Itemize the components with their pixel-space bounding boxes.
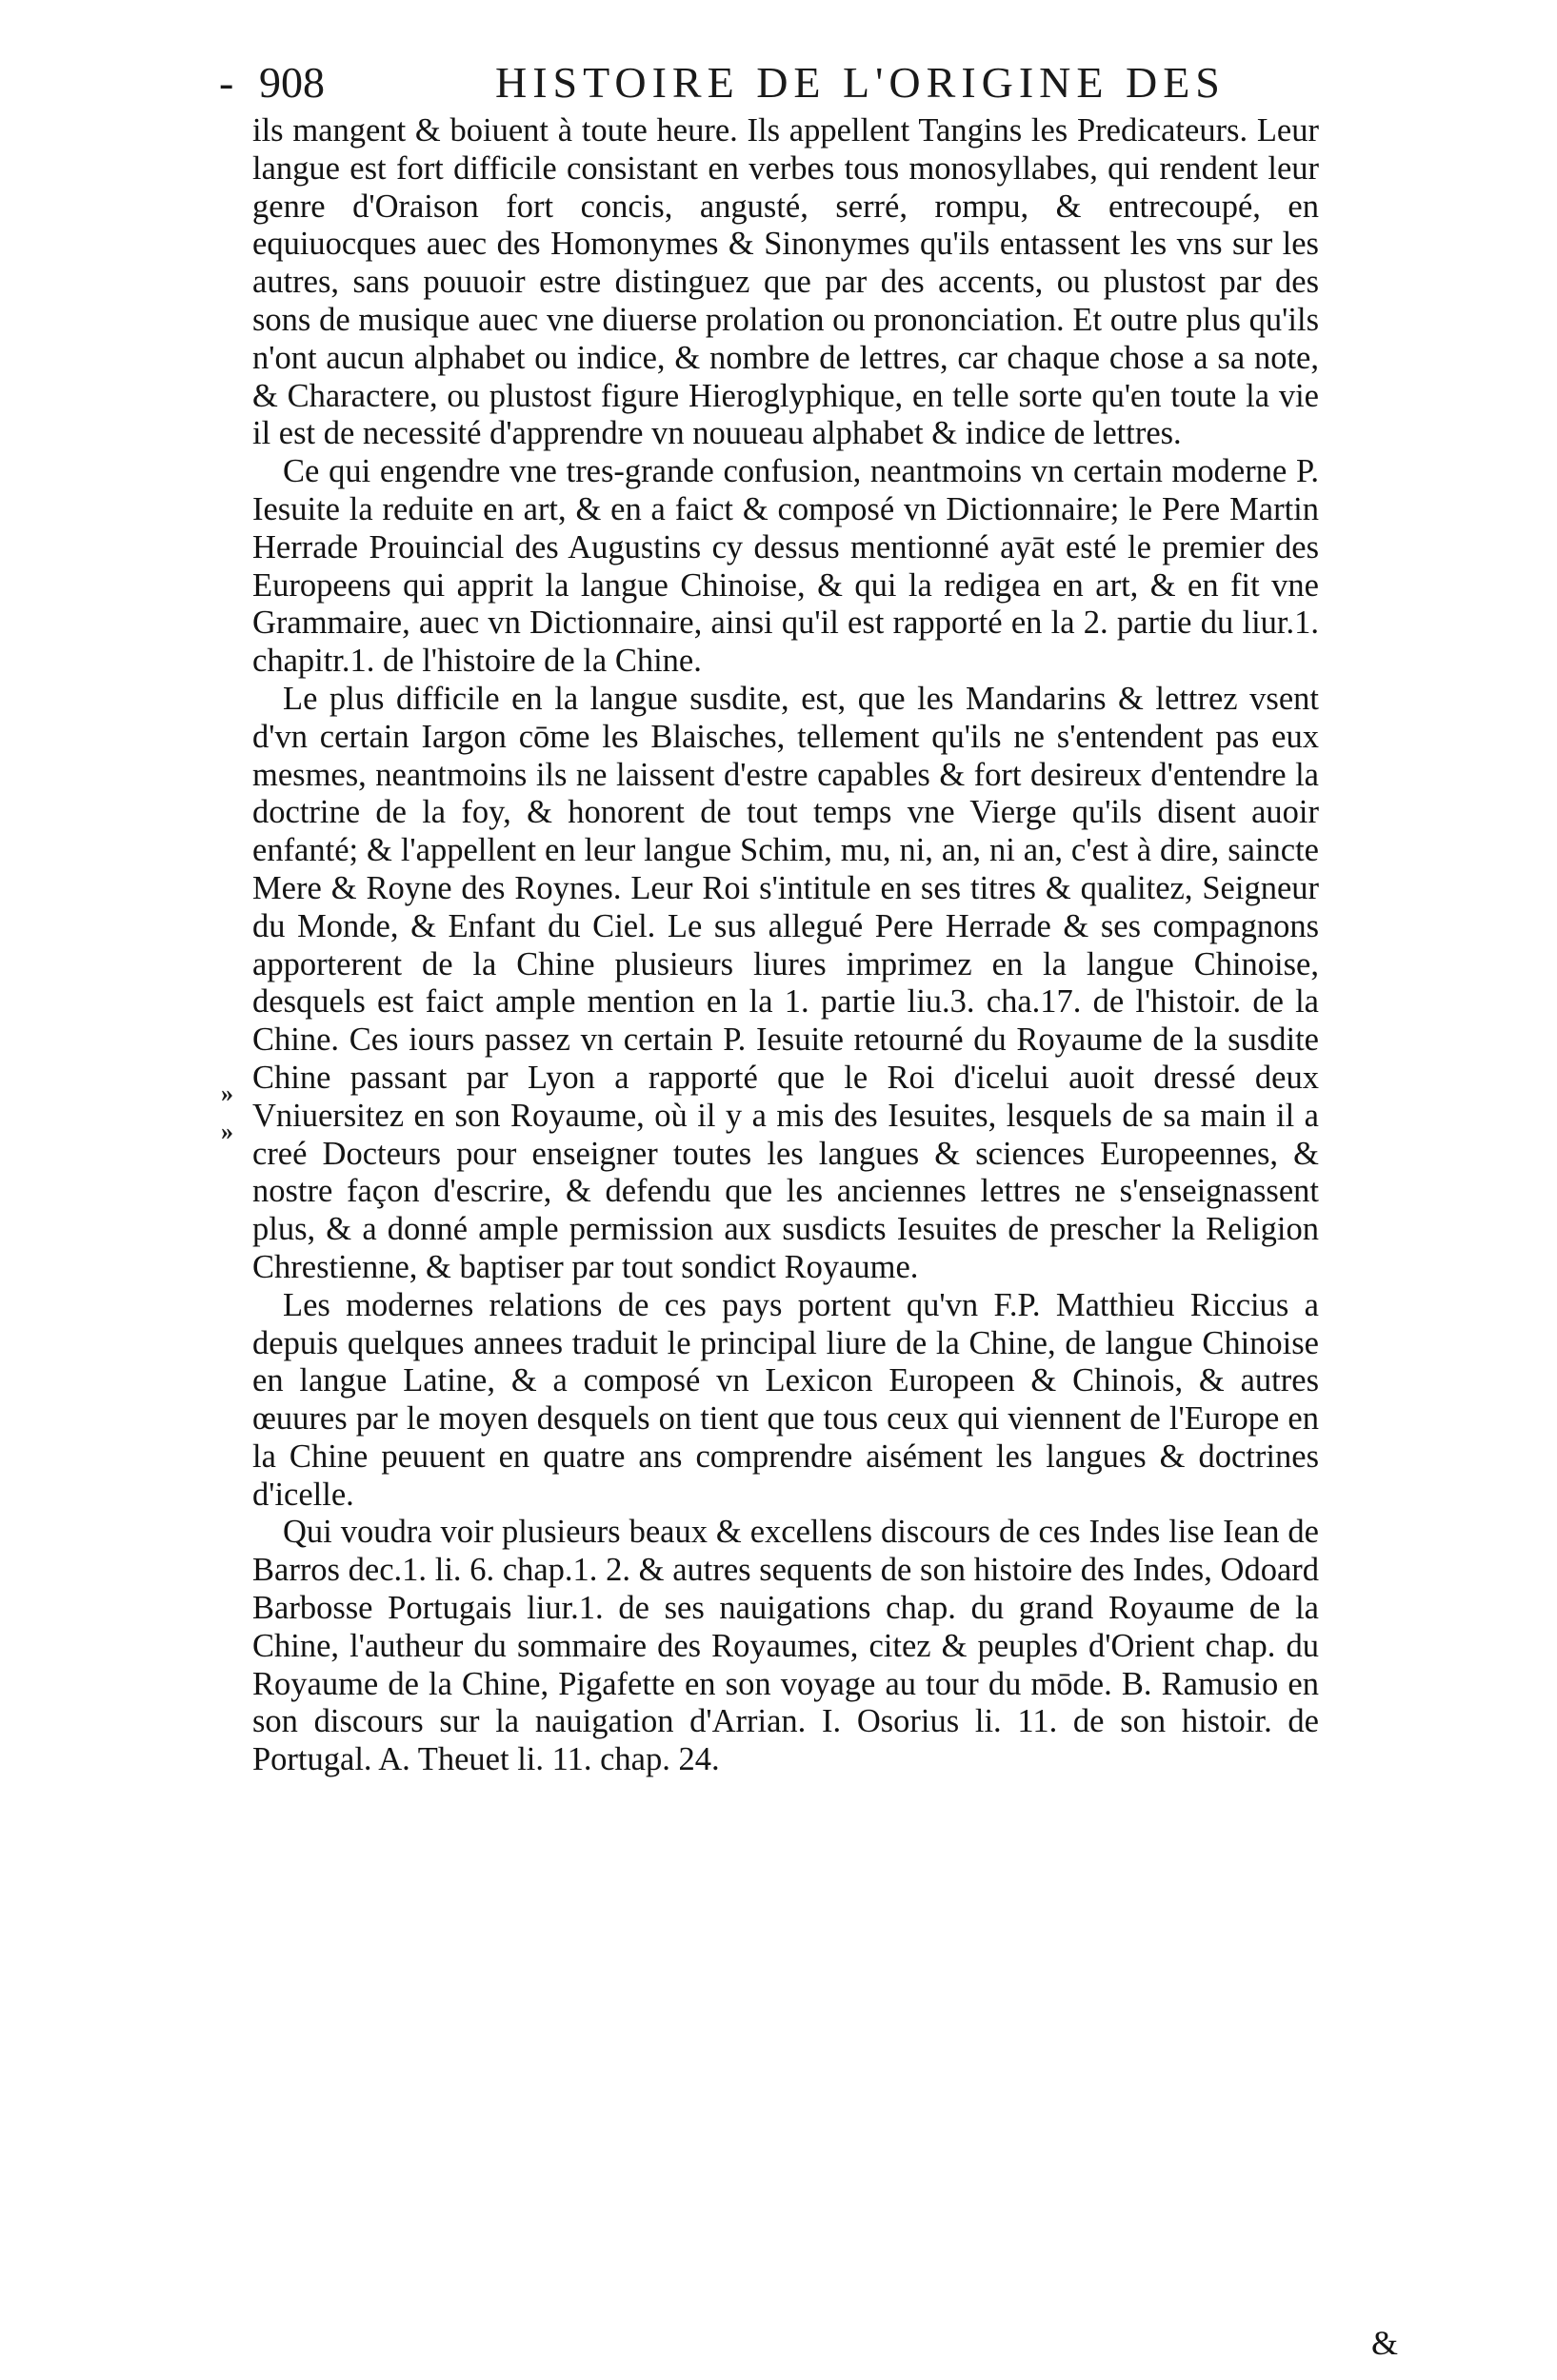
- page-number: 908: [259, 58, 325, 107]
- margin-quote-mark: »: [221, 1118, 233, 1145]
- header-dash: -: [219, 58, 240, 107]
- running-title: HISTOIRE DE L'ORIGINE DES: [495, 58, 1226, 107]
- paragraph: Le plus difficile en la langue susdite, est, que les Mandarins & lettrez vsent d'vn certain Iargon cōme les Blaisches, tellement qu'ils ne s'entendent pas eux mesmes, neantmoins ils ne laissent d'estre capables & fort desireux d'entendre la doctrine de la foy, & honorent de tout temps vne Vierge qu'ils disent auoir enfanté; & l'appellent en leur langue Schim, mu, ni, an, ni an, c'est à dire, saincte Mere & Royne des Roynes. Leur Roi s'intitule en ses titres & qualitez, Seigneur du Monde, & Enfant du Ciel. Le sus allegué Pere Herrade & ses compagnons apporterent de la Chine plusieurs liures imprimez en la langue Chinoise, desquels est faict ample mention en la 1. partie liu.3. cha.17. de l'histoir. de la Chine. Ces iours passez vn certain P. Iesuite retourné du Royaume de la susdite Chine passant par Lyon a rapporté que le Roi d'icelui auoit dressé deux Vniuersitez en son Royaume, où il y a mis des Iesuites, lesquels de sa main il a creé Docteurs pour enseigner toutes les langues & sciences Europeennes, & nostre façon d'escrire, & defendu que les anciennes lettres ne s'enseignassent plus, & a donné ample permission aux susdicts Iesuites de prescher la Religion Chrestienne, & baptiser par tout sondict Royaume.: [252, 680, 1319, 1285]
- body-text: [252, 112, 1319, 1779]
- margin-quote-mark: »: [221, 1080, 233, 1107]
- paragraph: Ce qui engendre vne tres-grande confusion, neantmoins vn certain moderne P. Iesuite la reduite en art, & en a faict & composé vn Dictionnaire; le Pere Martin Herrade Prouincial des Augustins cy dessus mentionné ayāt esté le premier des Europeens qui apprit la langue Chinoise, & qui la redigea en art, & en fit vne Grammaire, auec vn Dictionnaire, ainsi qu'il est rapporté en la 2. partie du liur.1. chapitr.1. de l'histoire de la Chine.: [252, 453, 1319, 680]
- page-header: [219, 57, 1324, 114]
- paragraph: ils mangent & boiuent à toute heure. Ils appellent Tangins les Predicateurs. Leur langue est fort difficile consistant en verbes tous monosyllabes, qui rendent leur genre d'Oraison fort concis, angusté, serré, rompu, & entrecoupé, en equiuocques auec des Homonymes & Sinonymes qu'ils entassent les vns sur les autres, sans pouuoir estre distinguez que par des accents, ou plustost par des sons de musique auec vne diuerse prolation ou prononciation. Et outre plus qu'ils n'ont aucun alphabet ou indice, & nombre de lettres, car chaque chose a sa note, & Charactere, ou plustost figure Hieroglyphique, en telle sorte qu'en toute la vie il est de necessité d'apprendre vn nouueau alphabet & indice de lettres.: [252, 112, 1319, 452]
- paragraph: Les modernes relations de ces pays portent qu'vn F.P. Matthieu Riccius a depuis quelques annees traduit le principal liure de la Chine, de langue Chinoise en langue Latine, & a composé vn Lexicon Europeen & Chinois, & autres œuures par le moyen desquels on tient que tous ceux qui viennent de l'Europe en la Chine peuuent en quatre ans comprendre aisément les langues & doctrines d'icelle.: [252, 1286, 1319, 1513]
- paragraph: Qui voudra voir plusieurs beaux & excellens discours de ces Indes lise Iean de Barros dec.1. li. 6. chap.1. 2. & autres sequents de son histoire des Indes, Odoard Barbosse Portugais liur.1. de ses nauigations chap. du grand Royaume de la Chine, l'autheur du sommaire des Royaumes, citez & peuples d'Orient chap. du Royaume de la Chine, Pigafette en son voyage au tour du mōde. B. Ramusio en son discours sur la nauigation d'Arrian. I. Osorius li. 11. de son histoir. de Portugal. A. Theuet li. 11. chap. 24.: [252, 1514, 1319, 1778]
- catchword: &: [1371, 2324, 1399, 2362]
